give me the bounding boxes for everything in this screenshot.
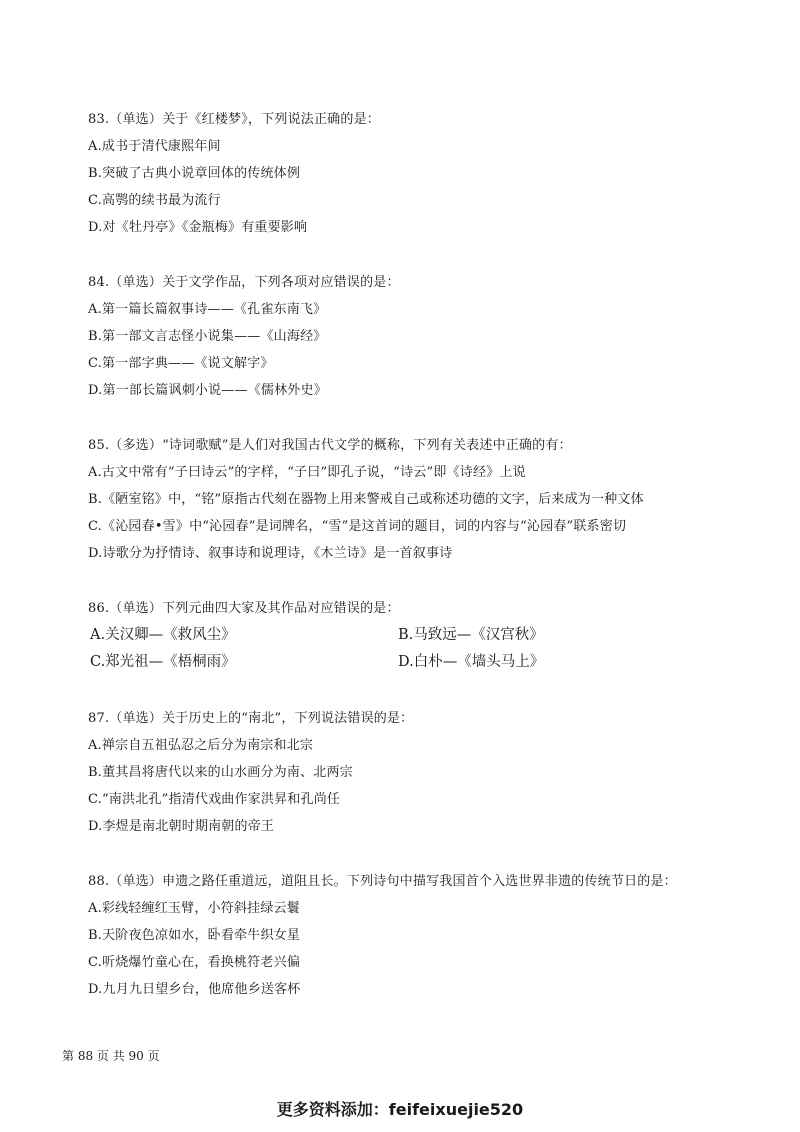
question-stem: 86.（单选）下列元曲四大家及其作品对应错误的是： (88, 601, 400, 616)
option-c: C.听烧爆竹童心在，看换桃符老兴偏 (88, 955, 301, 970)
option-d: D.九月九日望乡台，他席他乡送客杯 (88, 982, 301, 997)
question-stem: 85.（多选）“诗词歌赋”是人们对我国古代文学的概称，下列有关表述中正确的有： (88, 438, 572, 453)
page-number: 第 88 页 共 90 页 (62, 1049, 160, 1063)
option-d: D.李煜是南北朝时期南朝的帝王 (88, 819, 275, 834)
option-d: D.第一部长篇讽刺小说——《儒林外史》 (88, 383, 327, 398)
option-a: A.关汉卿—《救风尘》 (90, 627, 236, 643)
option-b: B.突破了古典小说章回体的传统体例 (88, 166, 301, 181)
option-grid (88, 622, 728, 676)
option-b: B.第一部文言志怪小说集——《山海经》 (88, 329, 327, 344)
question-stem: 87.（单选）关于历史上的“南北”，下列说法错误的是： (88, 711, 414, 726)
question-stem: 88.（单选）申遗之路任重道远，道阻且长。下列诗句中描写我国首个入选世界非遗的传统节日的是： (88, 874, 677, 889)
option-b: B.马致远—《汉宫秋》 (398, 627, 544, 643)
option-a: A.彩线轻缠红玉臂，小符斜挂绿云鬟 (88, 901, 300, 916)
option-b: B.《陋室铭》中，“铭”原指古代刻在器物上用来警戒自己或称述功德的文字，后来成为一种文体 (88, 492, 644, 507)
option-a: A.第一篇长篇叙事诗——《孔雀东南飞》 (88, 302, 327, 317)
option-a: A.禅宗自五祖弘忍之后分为南宗和北宗 (88, 738, 314, 753)
option-d: D.对《牡丹亭》《金瓶梅》有重要影响 (88, 220, 308, 235)
question-stem: 84.（单选）关于文学作品，下列各项对应错误的是： (88, 275, 400, 290)
option-c: C.《沁园春•雪》中“沁园春”是词牌名，“雪”是这首词的题目，词的内容与“沁园春”联系密切 (88, 519, 627, 534)
question-85 (88, 432, 728, 567)
option-a: A.古文中常有“子曰诗云”的字样，“子曰”即孔子说，“诗云”即《诗经》上说 (88, 465, 526, 480)
question-88 (88, 868, 728, 1003)
question-83 (88, 106, 728, 241)
question-86 (88, 595, 728, 676)
option-c: C.“南洪北孔”指清代戏曲作家洪昇和孔尚任 (88, 792, 341, 807)
option-d: D.诗歌分为抒情诗、叙事诗和说理诗，《木兰诗》是一首叙事诗 (88, 546, 453, 561)
option-c: C.第一部字典——《说文解字》 (88, 356, 274, 371)
option-b: B.董其昌将唐代以来的山水画分为南、北两宗 (88, 765, 353, 780)
option-a: A.成书于清代康熙年间 (88, 139, 221, 154)
option-c: C.高鹗的续书最为流行 (88, 193, 221, 208)
option-b: B.天阶夜色凉如水，卧看牵牛织女星 (88, 928, 301, 943)
question-stem: 83.（单选）关于《红楼梦》，下列说法正确的是： (88, 112, 380, 127)
option-d: D.白朴—《墙头马上》 (398, 654, 545, 670)
option-c: C.郑光祖—《梧桐雨》 (90, 654, 236, 670)
question-87 (88, 705, 728, 840)
promo-text: 更多资料添加：feifeixuejie520 (276, 1100, 524, 1119)
question-84 (88, 269, 728, 404)
